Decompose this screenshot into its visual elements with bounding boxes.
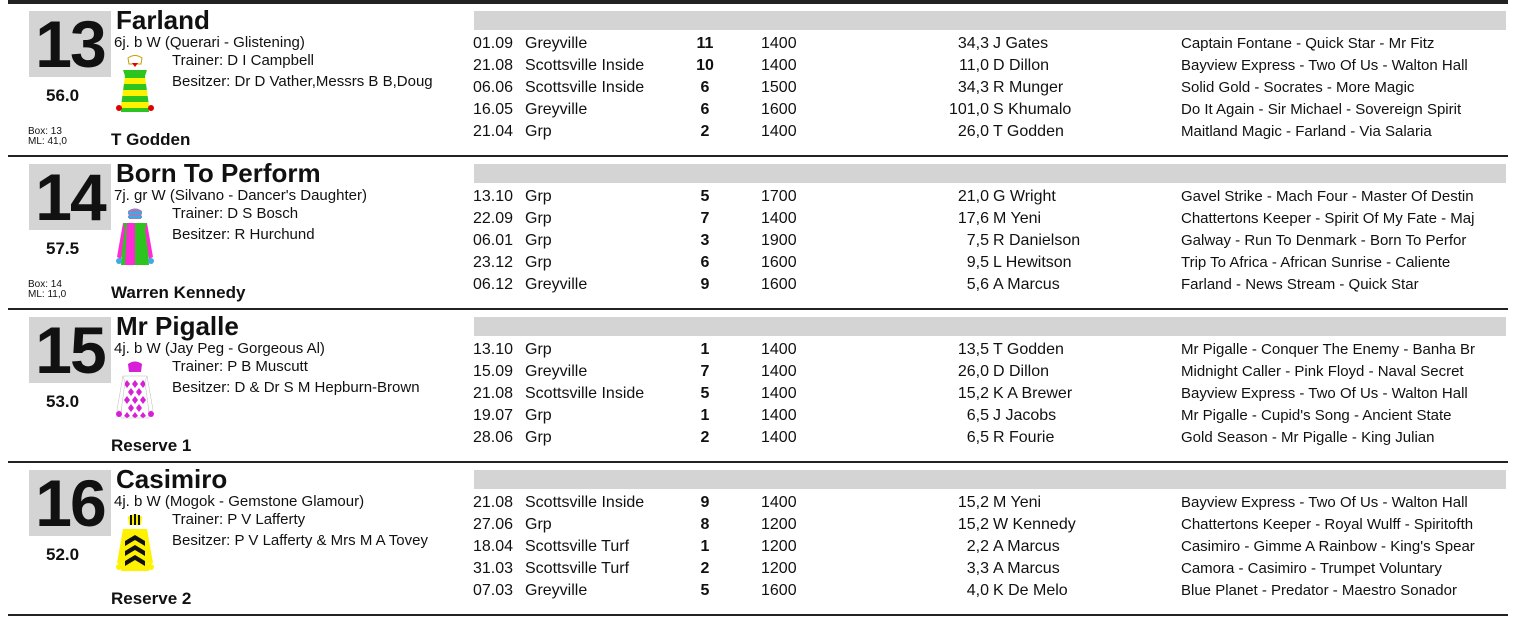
weight-value: 56.0 xyxy=(46,86,80,105)
owner-label: Besitzer: R Hurchund xyxy=(172,226,315,243)
finish-position: 2 xyxy=(700,123,710,140)
form-row xyxy=(473,405,1508,427)
finish-position: 1 xyxy=(700,538,710,555)
race-date: 28.06 xyxy=(473,429,514,446)
morning-line: ML: 41,0 xyxy=(28,136,67,147)
saddle-number: 15 xyxy=(29,317,111,383)
race-jockey: J Gates xyxy=(993,35,1049,52)
race-odds: 17,6 xyxy=(957,210,989,227)
race-result: Casimiro - Gimme A Rainbow - King's Spear xyxy=(1181,538,1475,555)
form-row xyxy=(473,208,1508,230)
race-odds: 13,5 xyxy=(957,341,989,358)
race-result: Midnight Caller - Pink Floyd - Naval Secret xyxy=(1181,363,1464,380)
race-distance: 1400 xyxy=(761,494,797,511)
race-result: Gold Season - Mr Pigalle - King Julian xyxy=(1181,429,1435,446)
race-result: Maitland Magic - Farland - Via Salaria xyxy=(1181,123,1432,140)
box-number: Box: 13 xyxy=(28,126,62,137)
horse-name: Born To Perform xyxy=(116,158,321,188)
race-jockey: A Marcus xyxy=(993,276,1060,293)
race-course: Greyville xyxy=(525,363,588,380)
race-jockey: R Munger xyxy=(993,79,1064,96)
race-result: Trip To Africa - African Sunrise - Caliente xyxy=(1181,254,1451,271)
race-result: Mr Pigalle - Conquer The Enemy - Banha Br xyxy=(1181,341,1476,358)
race-course: Greyville xyxy=(525,582,588,599)
horse-pedigree: 4j. b W (Mogok - Gemstone Glamour) xyxy=(114,493,365,510)
race-jockey: R Danielson xyxy=(993,232,1081,249)
race-jockey: A Marcus xyxy=(993,560,1060,577)
race-result: Mr Pigalle - Cupid's Song - Ancient State xyxy=(1181,407,1452,424)
race-odds: 3,3 xyxy=(966,560,989,577)
race-distance: 1700 xyxy=(761,188,797,205)
race-date: 13.10 xyxy=(473,341,514,358)
race-date: 22.09 xyxy=(473,210,514,227)
form-row xyxy=(473,558,1508,580)
race-distance: 1400 xyxy=(761,35,797,52)
form-row xyxy=(473,55,1508,77)
race-jockey: M Yeni xyxy=(993,494,1042,511)
race-jockey: T Godden xyxy=(993,341,1064,358)
race-odds: 15,2 xyxy=(957,494,989,511)
race-date: 27.06 xyxy=(473,516,514,533)
form-table xyxy=(473,339,1508,449)
finish-position: 5 xyxy=(700,188,710,205)
race-distance: 1400 xyxy=(761,341,797,358)
race-jockey: J Jacobs xyxy=(993,407,1057,424)
race-course: Scottsville Inside xyxy=(525,494,645,511)
silks-icon xyxy=(115,207,155,271)
race-jockey: K A Brewer xyxy=(993,385,1073,402)
race-date: 06.01 xyxy=(473,232,514,249)
finish-position: 6 xyxy=(700,79,710,96)
form-header-band xyxy=(474,11,1506,30)
race-result: Gavel Strike - Mach Four - Master Of Destin xyxy=(1181,188,1474,205)
trainer-label: Trainer: D I Campbell xyxy=(172,52,314,69)
form-header-band xyxy=(474,164,1506,183)
race-result: Bayview Express - Two Of Us - Walton Hall xyxy=(1181,494,1468,511)
race-odds: 9,5 xyxy=(966,254,989,271)
race-odds: 6,5 xyxy=(966,407,989,424)
race-date: 21.08 xyxy=(473,57,514,74)
race-jockey: S Khumalo xyxy=(993,101,1072,118)
race-date: 19.07 xyxy=(473,407,514,424)
form-row xyxy=(473,230,1508,252)
race-odds: 15,2 xyxy=(957,516,989,533)
race-jockey: K De Melo xyxy=(993,582,1068,599)
finish-position: 11 xyxy=(696,35,714,52)
race-date: 21.04 xyxy=(473,123,514,140)
box-number: Box: 14 xyxy=(28,279,62,290)
jockey-name: Reserve 2 xyxy=(111,589,192,608)
form-row xyxy=(473,536,1508,558)
race-distance: 1600 xyxy=(761,582,797,599)
silks-icon xyxy=(115,54,155,118)
race-jockey: D Dillon xyxy=(993,363,1050,380)
silks-icon xyxy=(115,513,155,577)
race-result: Camora - Casimiro - Trumpet Voluntary xyxy=(1181,560,1442,577)
finish-position: 7 xyxy=(700,210,710,227)
form-row xyxy=(473,33,1508,55)
race-odds: 34,3 xyxy=(957,79,989,96)
race-result: Galway - Run To Denmark - Born To Perfor xyxy=(1181,232,1467,249)
race-date: 15.09 xyxy=(473,363,514,380)
box-ml-info xyxy=(28,280,66,300)
finish-position: 9 xyxy=(700,276,710,293)
finish-position: 5 xyxy=(700,582,710,599)
saddle-number: 14 xyxy=(29,164,111,230)
race-date: 13.10 xyxy=(473,188,514,205)
horse-entry xyxy=(8,157,1508,308)
race-date: 18.04 xyxy=(473,538,514,555)
race-course: Grp xyxy=(525,341,552,358)
race-result: Chattertons Keeper - Spirit Of My Fate - Maj xyxy=(1181,210,1475,227)
race-course: Scottsville Turf xyxy=(525,538,630,555)
race-result: Captain Fontane - Quick Star - Mr Fitz xyxy=(1181,35,1435,52)
race-result: Farland - News Stream - Quick Star xyxy=(1181,276,1419,293)
form-row xyxy=(473,514,1508,536)
race-odds: 5,6 xyxy=(966,276,989,293)
box-ml-info xyxy=(28,127,67,147)
race-distance: 1600 xyxy=(761,276,797,293)
race-odds: 34,3 xyxy=(957,35,989,52)
race-distance: 1600 xyxy=(761,101,797,118)
race-course: Greyville xyxy=(525,35,588,52)
owner-label: Besitzer: P V Lafferty & Mrs M A Tovey xyxy=(172,532,428,549)
form-header-band xyxy=(474,317,1506,336)
horse-entry xyxy=(8,463,1508,614)
race-distance: 1900 xyxy=(761,232,797,249)
weight-value: 53.0 xyxy=(46,392,80,411)
race-course: Grp xyxy=(525,516,552,533)
finish-position: 6 xyxy=(700,101,710,118)
race-jockey: D Dillon xyxy=(993,57,1050,74)
race-course: Grp xyxy=(525,210,552,227)
race-jockey: R Fourie xyxy=(993,429,1055,446)
jockey-name: Warren Kennedy xyxy=(111,283,246,302)
race-distance: 1400 xyxy=(761,210,797,227)
form-row xyxy=(473,99,1508,121)
horse-pedigree: 6j. b W (Querari - Glistening) xyxy=(114,34,305,51)
trainer-label: Trainer: P V Lafferty xyxy=(172,511,306,528)
horse-entry xyxy=(8,4,1508,155)
finish-position: 9 xyxy=(700,494,710,511)
race-distance: 1400 xyxy=(761,407,797,424)
race-course: Grp xyxy=(525,232,552,249)
race-date: 21.08 xyxy=(473,494,514,511)
race-jockey: W Kennedy xyxy=(993,516,1076,533)
finish-position: 6 xyxy=(700,254,710,271)
race-date: 06.12 xyxy=(473,276,514,293)
race-distance: 1200 xyxy=(761,560,797,577)
race-course: Greyville xyxy=(525,101,588,118)
race-odds: 11,0 xyxy=(959,57,989,74)
race-date: 01.09 xyxy=(473,35,514,52)
weight-value: 57.5 xyxy=(46,239,80,258)
race-distance: 1400 xyxy=(761,363,797,380)
race-course: Scottsville Inside xyxy=(525,79,645,96)
owner-label: Besitzer: Dr D Vather,Messrs B B,Doug xyxy=(172,73,433,90)
race-result: Blue Planet - Predator - Maestro Sonador xyxy=(1181,582,1457,599)
form-row xyxy=(473,186,1508,208)
saddle-number: 16 xyxy=(29,470,111,536)
form-table xyxy=(473,186,1508,296)
form-table xyxy=(473,492,1508,602)
race-course: Scottsville Inside xyxy=(525,385,645,402)
race-odds: 101,0 xyxy=(948,101,989,118)
finish-position: 8 xyxy=(700,516,710,533)
race-odds: 7,5 xyxy=(966,232,989,249)
jockey-name: T Godden xyxy=(111,130,191,149)
race-distance: 1500 xyxy=(761,79,797,96)
horse-pedigree: 4j. b W (Jay Peg - Gorgeous Al) xyxy=(114,340,325,357)
race-distance: 1400 xyxy=(761,385,797,402)
finish-position: 10 xyxy=(696,57,714,74)
horse-pedigree: 7j. gr W (Silvano - Dancer's Daughter) xyxy=(114,187,367,204)
race-result: Bayview Express - Two Of Us - Walton Hall xyxy=(1181,385,1468,402)
race-course: Scottsville Inside xyxy=(525,57,645,74)
form-row xyxy=(473,383,1508,405)
finish-position: 3 xyxy=(700,232,710,249)
race-date: 23.12 xyxy=(473,254,514,271)
race-odds: 4,0 xyxy=(966,582,989,599)
silks-icon xyxy=(115,360,155,424)
finish-position: 2 xyxy=(700,560,710,577)
finish-position: 2 xyxy=(700,429,710,446)
saddle-number: 13 xyxy=(29,11,111,77)
race-date: 31.03 xyxy=(473,560,514,577)
form-row xyxy=(473,274,1508,296)
form-row xyxy=(473,492,1508,514)
race-distance: 1200 xyxy=(761,516,797,533)
race-jockey: T Godden xyxy=(993,123,1064,140)
race-distance: 1400 xyxy=(761,57,797,74)
form-header-band xyxy=(474,470,1506,489)
race-result: Bayview Express - Two Of Us - Walton Hall xyxy=(1181,57,1468,74)
race-distance: 1400 xyxy=(761,429,797,446)
race-date: 06.06 xyxy=(473,79,514,96)
finish-position: 1 xyxy=(700,341,710,358)
form-table xyxy=(473,33,1508,143)
race-date: 21.08 xyxy=(473,385,514,402)
finish-position: 7 xyxy=(700,363,710,380)
race-result: Chattertons Keeper - Royal Wulff - Spiritofth xyxy=(1181,516,1474,533)
race-jockey: L Hewitson xyxy=(993,254,1072,271)
race-odds: 6,5 xyxy=(966,429,989,446)
form-row xyxy=(473,339,1508,361)
trainer-label: Trainer: D S Bosch xyxy=(172,205,299,222)
trainer-label: Trainer: P B Muscutt xyxy=(172,358,308,375)
race-course: Grp xyxy=(525,429,552,446)
form-row xyxy=(473,77,1508,99)
horse-entry xyxy=(8,310,1508,461)
horse-name: Casimiro xyxy=(116,464,228,494)
race-date: 16.05 xyxy=(473,101,514,118)
finish-position: 5 xyxy=(700,385,710,402)
race-odds: 15,2 xyxy=(957,385,989,402)
form-row xyxy=(473,427,1508,449)
form-row xyxy=(473,580,1508,602)
race-course: Grp xyxy=(525,188,552,205)
form-row xyxy=(473,121,1508,143)
race-result: Do It Again - Sir Michael - Sovereign Spirit xyxy=(1181,101,1462,118)
race-odds: 21,0 xyxy=(957,188,989,205)
race-odds: 2,2 xyxy=(966,538,989,555)
race-course: Grp xyxy=(525,407,552,424)
race-jockey: G Wright xyxy=(993,188,1056,205)
race-distance: 1200 xyxy=(761,538,797,555)
form-row xyxy=(473,361,1508,383)
form-row xyxy=(473,252,1508,274)
race-date: 07.03 xyxy=(473,582,514,599)
race-course: Scottsville Turf xyxy=(525,560,630,577)
race-course: Grp xyxy=(525,123,552,140)
entry-divider xyxy=(8,614,1508,616)
race-odds: 26,0 xyxy=(957,123,989,140)
race-distance: 1400 xyxy=(761,123,797,140)
race-course: Greyville xyxy=(525,276,588,293)
finish-position: 1 xyxy=(700,407,710,424)
race-odds: 26,0 xyxy=(957,363,989,380)
race-jockey: M Yeni xyxy=(993,210,1042,227)
owner-label: Besitzer: D & Dr S M Hepburn-Brown xyxy=(172,379,420,396)
horse-name: Farland xyxy=(116,5,210,35)
horse-name: Mr Pigalle xyxy=(116,311,239,341)
race-jockey: A Marcus xyxy=(993,538,1060,555)
race-result: Solid Gold - Socrates - More Magic xyxy=(1181,79,1415,96)
race-distance: 1600 xyxy=(761,254,797,271)
morning-line: ML: 11,0 xyxy=(28,289,67,300)
jockey-name: Reserve 1 xyxy=(111,436,192,455)
race-course: Grp xyxy=(525,254,552,271)
weight-value: 52.0 xyxy=(46,545,80,564)
